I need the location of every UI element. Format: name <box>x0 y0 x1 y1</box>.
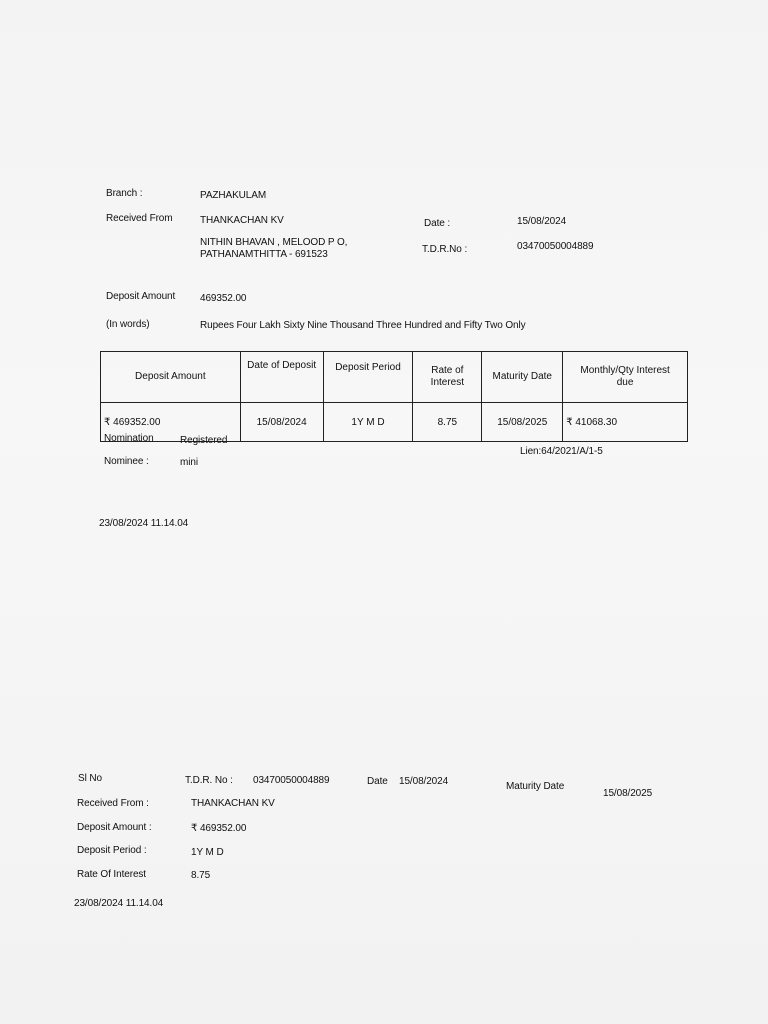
deposit-amount-label: Deposit Amount <box>106 291 176 302</box>
cf-deposit-amount-value: ₹ 469352.00 <box>191 823 247 834</box>
cf-maturity-value: 15/08/2025 <box>603 788 653 799</box>
cell-date-of-deposit: 15/08/2024 <box>240 403 323 442</box>
nomination-value: Registered <box>180 435 228 446</box>
date-value: 15/08/2024 <box>517 216 567 227</box>
header-rate-line-2: Interest <box>430 377 465 388</box>
cf-timestamp: 23/08/2024 11.14.04 <box>74 898 164 909</box>
branch-value: PAZHAKULAM <box>200 190 267 201</box>
address-line-2: PATHANAMTHITTA - 691523 <box>200 249 328 260</box>
cell-interest-due: ₹ 41068.30 <box>563 403 688 442</box>
deposit-table <box>100 351 688 442</box>
cf-deposit-amount-label: Deposit Amount : <box>77 822 152 833</box>
cf-rate-label: Rate Of Interest <box>77 869 146 880</box>
cell-maturity-date: 15/08/2025 <box>482 403 563 442</box>
cell-deposit-amount: ₹ 469352.00 <box>101 403 241 442</box>
deposit-amount-value: 469352.00 <box>200 293 247 304</box>
cf-received-from-value: THANKACHAN KV <box>191 798 275 809</box>
lien-text: Lien:64/2021/A/1-5 <box>520 446 603 457</box>
cf-tdr-label: T.D.R. No : <box>185 775 233 786</box>
header-interest-line-1: Monthly/Qty Interest <box>580 365 670 376</box>
header-interest-line-2: due <box>616 377 634 388</box>
received-from-label: Received From <box>106 213 173 224</box>
received-from-value: THANKACHAN KV <box>200 215 284 226</box>
cf-deposit-period-value: 1Y M D <box>191 847 224 858</box>
cf-maturity-label: Maturity Date <box>506 781 565 792</box>
cell-rate-of-interest: 8.75 <box>413 403 482 442</box>
cf-received-from-label: Received From : <box>77 798 149 809</box>
nominee-label: Nominee : <box>104 456 149 467</box>
header-deposit-amount: Deposit Amount <box>101 352 241 403</box>
cf-tdr-value: 03470050004889 <box>253 775 330 786</box>
nominee-value: mini <box>180 457 198 468</box>
in-words-value: Rupees Four Lakh Sixty Nine Thousand Three Hundred and Fifty Two Only <box>200 320 526 331</box>
receipt-timestamp: 23/08/2024 11.14.04 <box>99 518 189 529</box>
header-date-of-deposit: Date of Deposit <box>240 352 323 403</box>
date-label: Date : <box>424 218 451 229</box>
cf-date-value: 15/08/2024 <box>399 776 449 787</box>
header-maturity-date: Maturity Date <box>482 352 563 403</box>
cf-deposit-period-label: Deposit Period : <box>77 845 147 856</box>
table-header-row <box>101 352 688 403</box>
branch-label: Branch : <box>106 188 143 199</box>
header-deposit-period: Deposit Period <box>323 352 413 403</box>
header-rate-line-1: Rate of <box>431 365 464 376</box>
header-interest-due <box>563 352 688 403</box>
tdr-label: T.D.R.No : <box>422 244 468 255</box>
header-rate-of-interest <box>413 352 482 403</box>
sl-no-label: Sl No <box>78 773 102 784</box>
in-words-label: (In words) <box>106 319 150 330</box>
cell-deposit-period: 1Y M D <box>323 403 413 442</box>
nomination-label: Nomination <box>104 433 154 444</box>
cf-date-label: Date <box>367 776 388 787</box>
address-line-1: NITHIN BHAVAN , MELOOD P O, <box>200 237 348 248</box>
cf-rate-value: 8.75 <box>191 870 211 881</box>
tdr-value: 03470050004889 <box>517 241 594 252</box>
